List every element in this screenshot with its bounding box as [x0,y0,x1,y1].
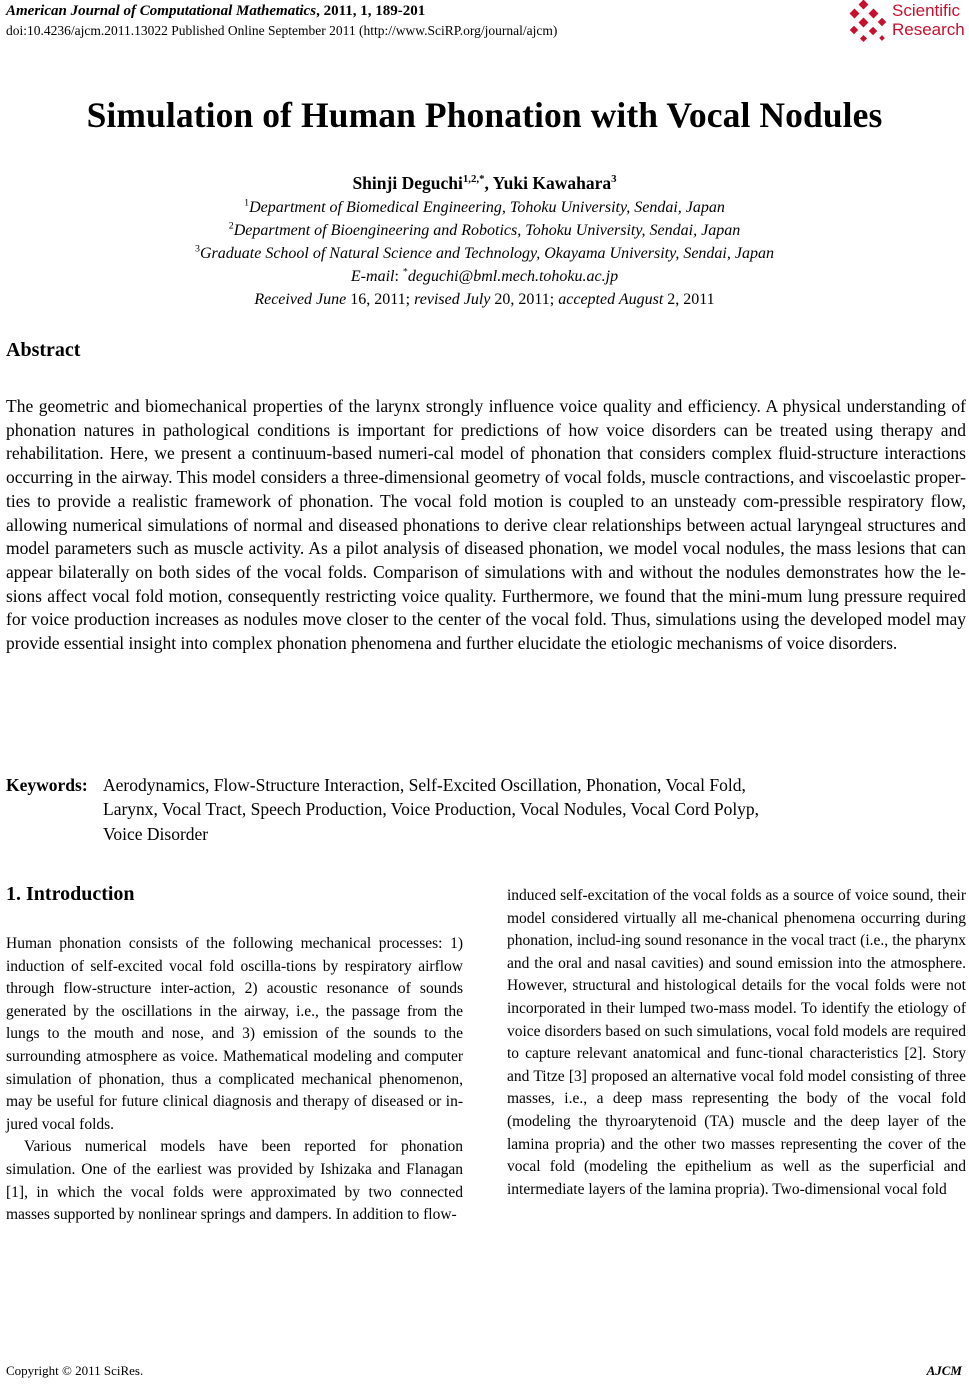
affiliation-text: Graduate School of Natural Science and Technology, Okayama University, Sendai, Japan [199,245,774,262]
author-name: Shinji Deguchi [352,173,463,193]
journal-name: American Journal of Computational Mathematics [6,3,317,19]
accepted-label: accepted August [558,291,664,308]
accepted-date: 2, 2011 [663,291,715,308]
email-line [0,268,969,286]
keywords-block [6,773,760,844]
author-affiliation-marker: 1,2,* [462,173,485,186]
section-heading-introduction: 1. Introduction [6,883,135,905]
journal-citation [6,3,425,20]
paragraph: induced self-excitation of the vocal folds as a source of voice sound, their model considered virtually all me-chanical phenomena occurring during phonation, includ-ing sound resonance in the vocal tract (i.e., the pharynx and the oral and nasal cavities) and sound emission into the atmosphere. However, structural and histological details for the vocal folds were not incorporated in their lumped two-mass model. To identify the etiology of voice disorders based on such simulations, vocal fold models are required to capture relevant anatomical and func-tional characteristics [2]. Story and Titze [3] proposed an alternative vocal fold model consisting of three masses, i.e., a deep mass representing the body of the vocal fold (modeling the thyroarytenoid (TA) muscle and the deep layer of the lamina propria) and the other two masses representing the cover of the vocal fold (modeling the epithelium as well as the superficial and intermediate layers of the lamina propria). Two-dimensional vocal fold [507,887,966,1198]
keywords-line: Voice Disorder [103,823,209,844]
revised-date: 20, 2011; [490,291,559,308]
author-separator: , [484,173,493,193]
footer-journal-abbr: AJCM [926,1363,962,1378]
affiliation [0,199,969,217]
author-name: Yuki Kawahara [492,173,612,193]
affiliation-text: Department of Biomedical Engineering, Tohoku University, Sendai, Japan [249,199,725,216]
paragraph: Human phonation consists of the following mechanical processes: 1) induction of self-excited vocal fold oscilla-tions by respiratory airflow through flow-structure inter-action, 2) acoustic resonance of sounds generated by the oscillations in the airway, i.e., the passage from the lungs to the mouth and nose, and 3) emission of the sounds to the surrounding atmosphere as voice. Mathematical modeling and computer simulation of phonation, thus a complicated mechanical phenomenon, may be useful for future clinical diagnosis and therapy of diseased or in-jured vocal folds. [6,935,463,1133]
logo-text-line2: Research [892,20,965,39]
affiliation [0,245,969,263]
email-marker: * [402,266,408,278]
author-list [0,173,969,194]
affiliation-number: 3 [195,243,200,255]
affiliation [0,222,969,240]
logo-mark-icon [846,0,890,44]
keywords-label: Keywords: [6,775,88,795]
dates-line [0,291,969,309]
email-address[interactable]: deguchi@bml.mech.tohoku.ac.jp [407,268,619,285]
logo-text-line1: Scientific [892,1,961,20]
logo-text [892,1,965,39]
keywords-line: Aerodynamics, Flow-Structure Interaction, Self-Excited Oscillation, Phonation, Vocal Fold, [103,775,746,795]
journal-volume-pages: , 2011, 1, 189-201 [316,3,426,19]
affiliation-number: 1 [244,197,250,209]
affiliation-number: 2 [228,220,234,232]
body-column-right [507,885,966,1201]
keywords-line: Larynx, Vocal Tract, Speech Production, Voice Production, Vocal Nodules, Vocal Cord Polyp, [103,799,760,820]
email-colon: : [394,268,403,285]
author-affiliation-marker: 3 [611,173,617,186]
email-label: E-mail [350,268,395,285]
scientific-research-logo [846,0,969,44]
abstract-heading: Abstract [6,339,81,361]
affiliation-text: Department of Bioengineering and Robotics, Tohoku University, Sendai, Japan [233,222,741,239]
abstract-body: The geometric and biomechanical properties of the larynx strongly influence voice quality and efficiency. A physical understanding of phonation natures in pathological conditions is important for predictions of how voice disorders can be treated using therapy and rehabilitation. Here, we present a continuum-based numeri-cal model of phonation that considers complex fluid-structure interactions occurring in the airway. This model considers a three-dimensional geometry of vocal folds, muscle contractions, and viscoelastic proper-ties to provide a realistic framework of phonation. The vocal fold motion is coupled to an unsteady com-pressible respiratory flow, allowing numerical simulations of normal and diseased phonations to derive clear relationships between actual laryngeal structures and model parameters such as muscle activity. As a pilot analysis of diseased phonation, we model vocal nodules, the mass lesions that can appear bilaterally on both sides of the vocal folds. Comparison of simulations with and without the nodules demonstrates how the le-sions affect vocal fold motion, consequently restricting voice quality. Furthermore, we found that the mini-mum lung pressure required for voice production increases as nodules move closer to the center of the vocal fold. Thus, simulations using the developed model may provide essential insight into complex phonation phenomena and further elucidate the etiologic mechanisms of voice disorders. [6,396,966,654]
body-column-left [6,933,463,1227]
doi-line: doi:10.4236/ajcm.2011.13022 Published Online September 2011 (http://www.SciRP.org/journal/ajcm) [6,23,558,38]
received-label: Received June [254,291,347,308]
footer-copyright: Copyright © 2011 SciRes. [6,1363,144,1378]
received-date: 16, 2011; [346,291,415,308]
paragraph: Various numerical models have been reported for phonation simulation. One of the earliest was provided by Ishizaka and Flanagan [1], in which the vocal folds were approximated by two connected masses supported by nonlinear springs and dampers. In addition to flow- [6,1138,463,1224]
revised-label: revised July [414,291,491,308]
paper-title: Simulation of Human Phonation with Vocal Nodules [86,95,883,135]
